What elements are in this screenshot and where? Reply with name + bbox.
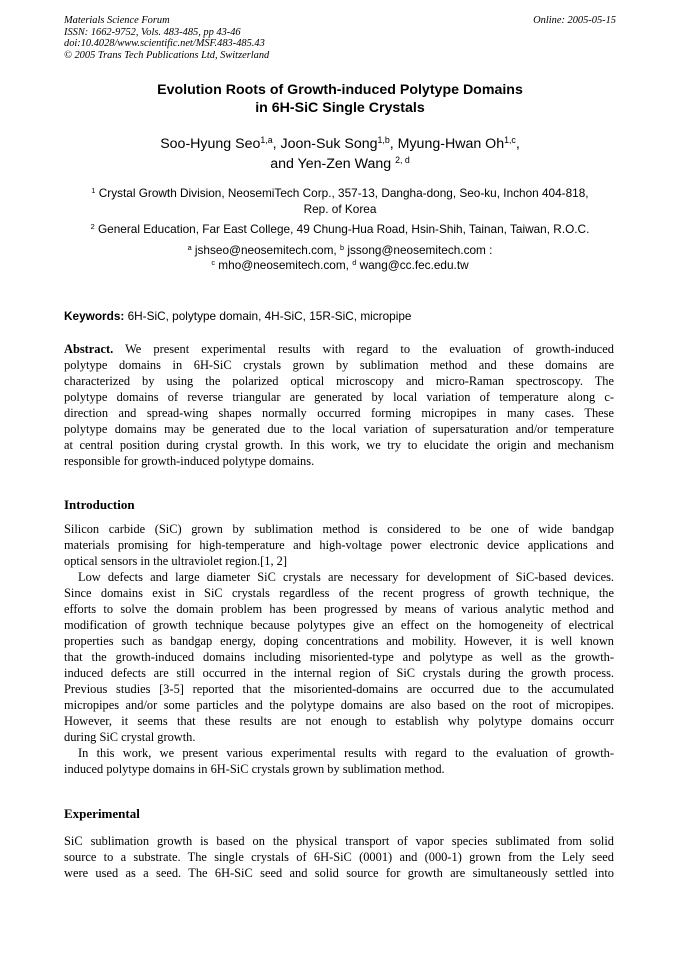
affiliation-number: 2 <box>90 221 95 231</box>
abstract-label: Abstract. <box>64 342 114 356</box>
affiliation-2 <box>64 221 616 237</box>
affiliation-1-line-1 <box>64 185 616 201</box>
email-mark: a <box>187 242 192 252</box>
email-line-2 <box>64 258 616 273</box>
body-line: Since domains exist in SiC crystals regardless of the recent progress of growth technique, the <box>64 586 614 600</box>
affiliation-1-line-2: Rep. of Korea <box>303 202 377 216</box>
author-name: and Yen-Zen Wang <box>270 156 392 172</box>
author-affil-mark: 1,c <box>504 135 516 146</box>
abstract <box>64 341 614 469</box>
email-address: jshseo@neosemitech.com, <box>191 243 340 257</box>
body-line: In this work, we present various experimental results with regard to the evaluation of growth- <box>78 746 614 760</box>
abstract-line: polytype domains in 6H-SiC crystals grown by sublimation method and these domains are <box>64 358 614 372</box>
affiliation-text: General Education, Far East College, 49 Chung-Hua Road, Hsin-Shih, Tainan, Taiwan, R.O.C. <box>97 222 590 236</box>
author-line-1 <box>64 134 616 154</box>
title-line-2: in 6H-SiC Single Crystals <box>255 99 425 116</box>
email-mark: b <box>340 242 345 252</box>
introduction-heading: Introduction <box>64 497 135 512</box>
abstract-line: characterized by using the polarized optical microscopy and micro-Raman spectroscopy. The <box>64 374 614 388</box>
body-line: Low defects and large diameter SiC crystals are necessary for development of SiC-based devices. <box>78 570 614 584</box>
body-line: during SiC crystal growth. <box>64 730 196 744</box>
affiliation-1 <box>64 185 616 217</box>
affiliation-number: 1 <box>91 185 96 195</box>
body-line: were used as a seed. The 6H-SiC seed and solid source for growth are simultaneously settled into <box>64 866 614 880</box>
abstract-line: direction and spread-wing shapes normally occurred forming micropipes in many cases. These <box>64 406 614 420</box>
author-name: Soo-Hyung Seo <box>160 136 261 152</box>
body-line: efforts to solve the domain problem has been progressed by means of various analytic method and <box>64 602 614 616</box>
doi-line: doi:10.4028/www.scientific.net/MSF.483-485.43 <box>64 38 265 50</box>
author-affil-mark: 2, d <box>395 155 410 166</box>
author-separator: , <box>272 136 281 152</box>
abstract-text: We present experimental results with regard to the evaluation of growth-induced <box>113 342 614 356</box>
body-line: micropipes and/or some particles and the polytype domains are also based on the root of micropipes. <box>64 698 614 712</box>
abstract-line: polytype domains of reverse triangular are generated by local variation of temperature along c- <box>64 390 614 404</box>
keywords-text: 6H-SiC, polytype domain, 4H-SiC, 15R-SiC, micropipe <box>124 309 412 323</box>
journal-name: Materials Science Forum <box>64 15 170 26</box>
title-line-1: Evolution Roots of Growth-induced Polytype Domains <box>157 82 523 98</box>
abstract-line <box>64 341 614 357</box>
abstract-line: at central position during crystal growth. In this work, we try to elucidate the origin and mechanism <box>64 438 614 452</box>
abstract-line: polytype domains may be generated due to the local variation of supersaturation and/or temperature <box>64 422 614 436</box>
body-line: induced defects are still occurred in the internal region of SiC crystals during the growth process. <box>64 666 614 680</box>
author-affil-mark: 1,a <box>260 135 273 146</box>
author-affil-mark: 1,b <box>377 135 390 146</box>
body-line: SiC sublimation growth is based on the physical transport of vapor species sublimated from solid <box>64 834 614 848</box>
author-list <box>64 134 616 174</box>
body-line: induced polytype domains in 6H-SiC crystals grown by sublimation method. <box>64 762 445 776</box>
body-line: modification of growth technique because polytypes give an effect on the homogeneity of electrical <box>64 618 614 632</box>
keywords <box>64 309 616 324</box>
author-name: Joon-Suk Song <box>280 136 378 152</box>
affiliation-text: Crystal Growth Division, NeosemiTech Corp., 357-13, Dangha-dong, Seo-ku, Inchon 404-818, <box>95 186 589 200</box>
paper-title <box>64 82 616 117</box>
email-mark: c <box>211 257 216 267</box>
email-address: mho@neosemitech.com, <box>215 258 353 272</box>
abstract-line: responsible for growth-induced polytype domains. <box>64 454 315 468</box>
introduction-body <box>64 521 614 777</box>
author-line-2 <box>64 154 616 174</box>
body-line: optical sensors in the ultraviolet region.[1, 2] <box>64 554 287 568</box>
online-date: Online: 2005-05-15 <box>533 15 616 26</box>
email-mark: d <box>352 257 357 267</box>
body-line: Previous studies [3-5] reported that the misoriented-domains are occurred due to the accumulated <box>64 682 614 696</box>
issn-line: ISSN: 1662-9752, Vols. 483-485, pp 43-46 <box>64 26 241 38</box>
body-line: that the growth-induced domains including misoriented-type and polytype as well as the growth- <box>64 650 614 664</box>
experimental-body <box>64 833 614 881</box>
body-line: properties such as bandgap energy, doping concentrations and mobility. However, it is well known <box>64 634 614 648</box>
experimental-heading: Experimental <box>64 806 140 821</box>
body-line: Silicon carbide (SiC) grown by sublimation method is considered to be one of wide bandgap <box>64 522 614 536</box>
email-address: jssong@neosemitech.com : <box>344 243 493 257</box>
email-block <box>64 243 616 273</box>
email-address: wang@cc.fec.edu.tw <box>356 258 469 272</box>
author-name: Myung-Hwan Oh <box>397 136 505 152</box>
journal-header <box>64 15 616 61</box>
copyright-line: © 2005 Trans Tech Publications Ltd, Switzerland <box>64 49 270 61</box>
email-line-1 <box>64 243 616 258</box>
body-line: materials promising for high-temperature and high-voltage power electronic device applications and <box>64 538 614 552</box>
keywords-label: Keywords: <box>64 309 125 323</box>
author-separator: , <box>515 136 520 152</box>
body-line: However, it seems that these results are not enough to establish why polytype domains occurr <box>64 714 614 728</box>
author-separator: , <box>389 136 398 152</box>
body-line: source to a substrate. The single crystals of 6H-SiC (0001) and (000-1) grown from the Lely seed <box>64 850 614 864</box>
